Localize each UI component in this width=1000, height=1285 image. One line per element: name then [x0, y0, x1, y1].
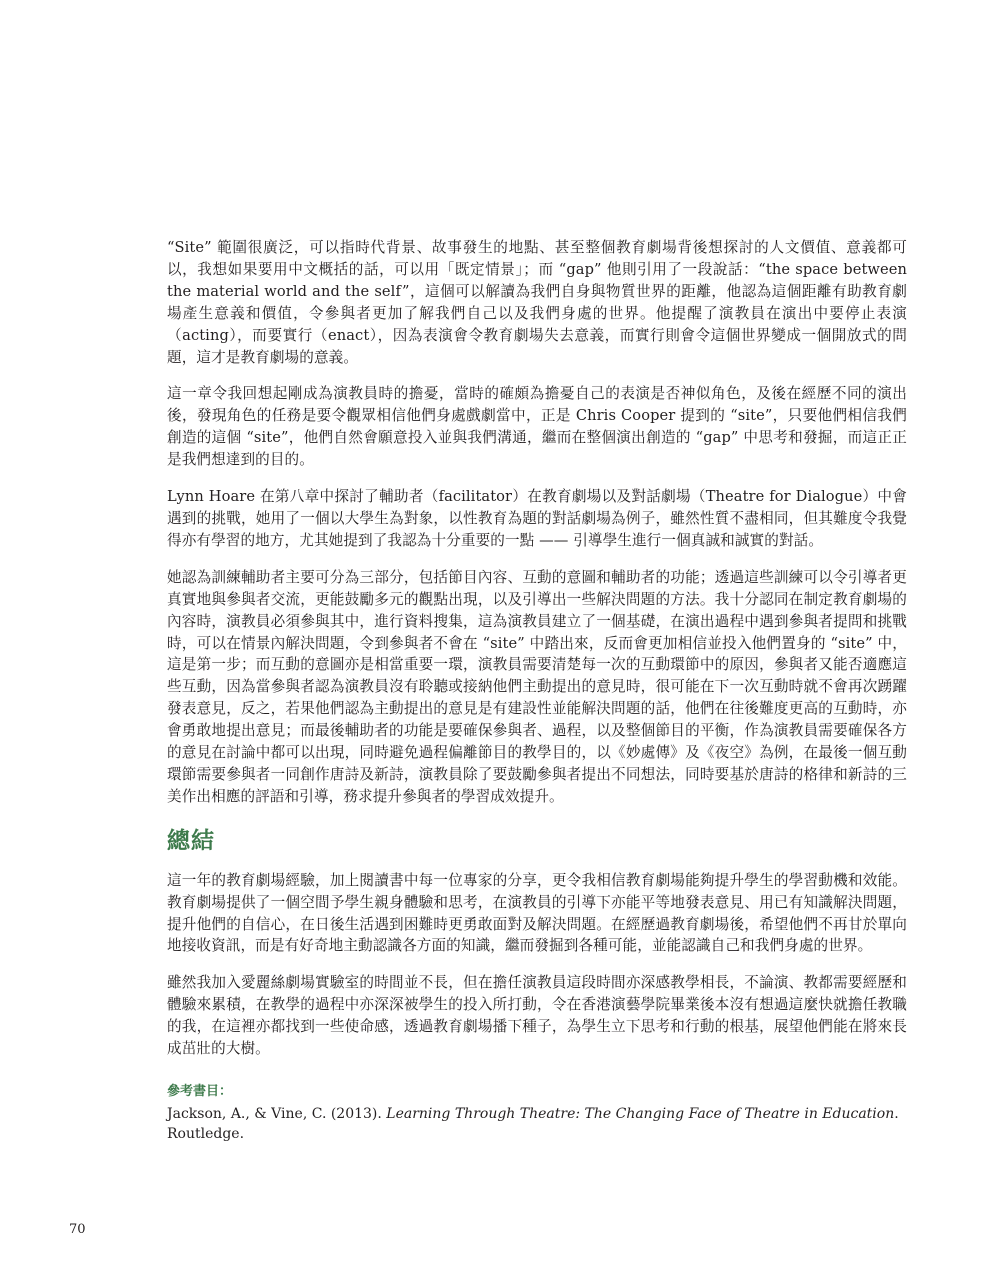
summary-paragraph: 這一年的教育劇場經驗，加上閱讀書中每一位專家的分享，更令我相信教育劇場能夠提升學生的學習動機和效能。教育劇場提供了一個空間予學生親身體驗和思考，在演教員的引導下亦能平等地發表意見、用已有知識解決問題，提升他們的自信心，在日後生活遇到困難時更勇敢面對及解決問題。在經歷過教育劇場後，希望他們不再甘於單向地接收資訊，而是有好奇地主動認識各方面的知識，繼而發掘到各種可能，並能認識自己和我們身處的世界。 [167, 871, 907, 955]
references-label: 參考書目： [167, 1084, 233, 1099]
reference-publisher: . Routledge. [167, 1106, 899, 1142]
page-number: 70 [69, 1222, 86, 1237]
body-paragraph: Lynn Hoare 在第八章中探討了輔助者（facilitator）在教育劇場以及對話劇場（Theatre for Dialogue）中會遇到的挑戰，她用了一個以大學生為對象，以性教育為題的對話劇場為例子，雖然性質不盡相同，但其難度令我覺得亦有學習的地方，尤其她提到了我認為十分重要的一點 —— 引導學生進行一個真誠和誠實的對話。 [167, 488, 907, 549]
body-paragraph: “Site” 範圍很廣泛，可以指時代背景、故事發生的地點、甚至整個教育劇場背後想探討的人文價值、意義都可以，我想如果要用中文概括的話，可以用「既定情景」；而 “gap” 他則引用了一段說話：“the space between the material world and the self”，這個可以解讀為我們自身與物質世界的距離，他認為這個距離有助教育劇場產生意義和價值，令參與者更加了解我們自己以及我們身處的世界。他提醒了演教員在演出中要停止表演（acting），而要實行（enact），因為表演會令教育劇場失去意義，而實行則會令這個世界變成一個開放式的問題，這才是教育劇場的意義。 [167, 239, 907, 366]
reference-authors: Jackson, A., & Vine, C. (2013). [167, 1106, 387, 1122]
reference-title: Learning Through Theatre: The Changing Face of Theatre in Education [386, 1106, 895, 1122]
reference-entry [167, 1104, 907, 1144]
page-content [167, 237, 907, 1144]
body-paragraph: 這一章令我回想起剛成為演教員時的擔憂，當時的確頗為擔憂自己的表演是否神似角色，及後在經歷不同的演出後，發現角色的任務是要令觀眾相信他們身處戲劇當中，正是 Chris Cooper 提到的 “site”，只要他們相信我們創造的這個 “site”，他們自然會願意投入並與我們溝通，繼而在整個演出創造的 “gap” 中思考和發掘，而這正正是我們想達到的目的。 [167, 385, 907, 469]
summary-heading: 總結 [167, 826, 215, 854]
body-paragraph: 她認為訓練輔助者主要可分為三部分，包括節目內容、互動的意圖和輔助者的功能；透過這些訓練可以令引導者更真實地與參與者交流，更能鼓勵多元的觀點出現，以及引導出一些解決問題的方法。我十分認同在制定教育劇場的內容時，演教員必須參與其中，進行資料搜集，這為演教員建立了一個基礎，在演出過程中遇到參與者提問和挑戰時，可以在情景內解決問題，令到參與者不會在 “site” 中踏出來，反而會更加相信並投入他們置身的 “site” 中，這是第一步；而互動的意圖亦是相當重要一環，演教員需要清楚每一次的互動環節中的原因，參與者又能否適應這些互動，因為當參與者認為演教員沒有聆聽或接納他們主動提出的意見時，很可能在下一次互動時就不會再次踴躍發表意見，反之，若果他們認為主動提出的意見是有建設性並能解決問題的話，他們在往後難度更高的互動時，亦會勇敢地提出意見；而最後輔助者的功能是要確保參與者、過程，以及整個節目的平衡，作為演教員需要確保各方的意見在討論中都可以出現，同時避免過程偏離節目的教學目的，以《妙處傳》及《夜空》為例，在最後一個互動環節需要參與者一同創作唐詩及新詩，演教員除了要鼓勵參與者提出不同想法，同時要基於唐詩的格律和新詩的三美作出相應的評語和引導，務求提升參與者的學習成效提升。 [167, 568, 907, 805]
summary-paragraph: 雖然我加入愛麗絲劇場實驗室的時間並不長，但在擔任演教員這段時間亦深感教學相長，不論演、教都需要經歷和體驗來累積，在教學的過程中亦深深被學生的投入所打動，令在香港演藝學院畢業後本沒有想過這麼快就擔任教職的我，在這裡亦都找到一些使命感，透過教育劇場播下種子，為學生立下思考和行動的根基，展望他們能在將來長成茁壯的大樹。 [167, 974, 907, 1058]
